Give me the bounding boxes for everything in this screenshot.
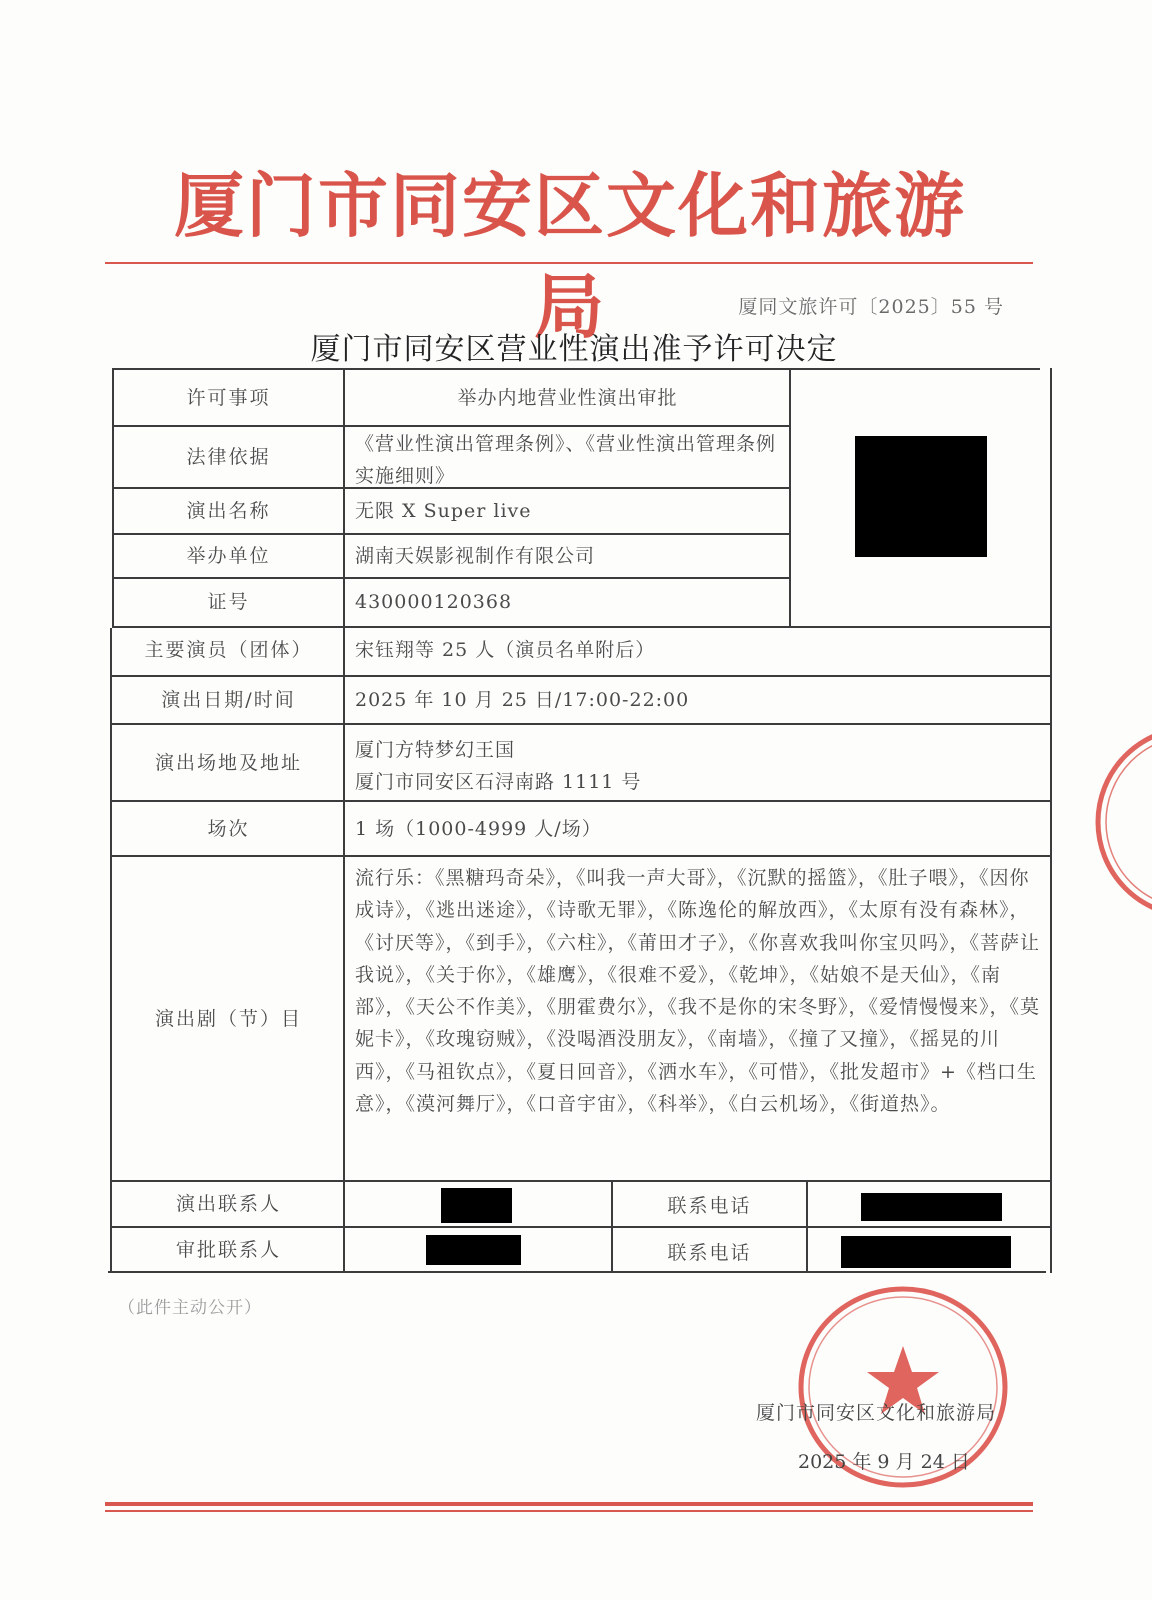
row-line bbox=[112, 626, 1052, 628]
value-show-name: 无限 X Super live bbox=[355, 500, 532, 522]
table-border-right bbox=[1050, 368, 1052, 1273]
label-performance-contact: 演出联系人 bbox=[175, 1193, 281, 1215]
label-program: 演出剧（节）目 bbox=[154, 1008, 302, 1030]
label-venue: 演出场地及地址 bbox=[154, 752, 302, 774]
label-certificate-no: 证号 bbox=[207, 591, 250, 613]
value-venue-address: 厦门市同安区石浔南路 1111 号 bbox=[355, 771, 642, 793]
label-legal-basis: 法律依据 bbox=[186, 446, 271, 468]
signing-organization: 厦门市同安区文化和旅游局 bbox=[756, 1402, 997, 1424]
document-title: 厦门市同安区营业性演出准予许可决定 bbox=[310, 332, 838, 367]
signing-date: 2025 年 9 月 24 日 bbox=[798, 1451, 970, 1473]
value-legal-basis: 《营业性演出管理条例》、《营业性演出管理条例实施细则》 bbox=[355, 433, 777, 487]
footer-red-rule-thin bbox=[105, 1510, 1033, 1512]
footer-red-rule bbox=[105, 1502, 1033, 1506]
row-line bbox=[110, 855, 1052, 857]
row-line bbox=[112, 577, 791, 579]
label-contact-phone: 联系电话 bbox=[667, 1195, 752, 1217]
contact-column-divider bbox=[806, 1181, 808, 1272]
approval-name-redaction bbox=[426, 1235, 521, 1265]
value-venue-name: 厦门方特梦幻王国 bbox=[355, 739, 516, 761]
value-date-time: 2025 年 10 月 25 日/17:00-22:00 bbox=[355, 689, 690, 711]
row-line bbox=[110, 1180, 1052, 1182]
photo-redaction bbox=[855, 436, 987, 557]
label-sessions: 场次 bbox=[207, 818, 250, 840]
label-permit-item: 许可事项 bbox=[186, 387, 271, 409]
contact-phone-redaction bbox=[861, 1193, 1002, 1221]
table-column-divider bbox=[343, 368, 345, 1272]
contact-name-redaction bbox=[441, 1188, 512, 1223]
photo-column-divider bbox=[789, 368, 791, 628]
public-disclosure-note: （此件主动公开） bbox=[118, 1298, 262, 1318]
row-line bbox=[112, 425, 791, 427]
label-date-time: 演出日期/时间 bbox=[161, 689, 296, 711]
document-number: 厦同文旅许可〔2025〕55 号 bbox=[738, 296, 1004, 318]
partial-seal-right bbox=[1080, 722, 1152, 922]
value-organizer: 湖南天娱影视制作有限公司 bbox=[355, 545, 596, 567]
value-main-performers: 宋钰翔等 25 人（演员名单附后） bbox=[355, 639, 656, 661]
row-line bbox=[110, 723, 1052, 725]
value-permit-item: 举办内地营业性演出审批 bbox=[457, 387, 678, 409]
label-contact-phone: 联系电话 bbox=[667, 1242, 752, 1264]
row-line bbox=[112, 533, 791, 535]
table-border-bottom bbox=[108, 1271, 1046, 1273]
organization-header: 厦门市同安区文化和旅游局 bbox=[174, 164, 966, 348]
row-line bbox=[110, 800, 1052, 802]
label-main-performers: 主要演员（团体） bbox=[144, 639, 313, 661]
row-line bbox=[110, 675, 1052, 677]
value-program-list: 流行乐：《黑糖玛奇朵》，《叫我一声大哥》，《沉默的摇篮》，《肚子喂》，《因你成诗》，《逃出迷途》，《诗歌无罪》，《陈逸伦的解放西》，《太原有没有森林》，《讨厌等》，《到手》，《六柱》，《莆田才子》，《你喜欢我叫你宝贝吗》，《菩萨让我说》，《关于你》，《雄鹰》，《很难不爱》，《乾坤》，《姑娘不是天仙》，《南部》，《天公不作美》，《朋霍费尔》，《我不是你的宋冬野》，《爱情慢慢来》，《莫妮卡》，《玫瑰窃贼》，《没喝酒没朋友》，《南墙》，《撞了又撞》，《摇晃的川西》，《马祖钦点》，《夏日回音》，《洒水车》，《可惜》，《批发超市》+《档口生意》，《漠河舞厅》，《口音宇宙》，《科举》，《白云机场》，《街道热》。 bbox=[355, 867, 1041, 1116]
row-line bbox=[110, 1226, 1052, 1228]
value-sessions: 1 场（1000-4999 人/场） bbox=[355, 818, 602, 840]
label-organizer: 举办单位 bbox=[186, 545, 271, 567]
table-border-top bbox=[112, 368, 1040, 370]
label-show-name: 演出名称 bbox=[186, 500, 271, 522]
label-approval-contact: 审批联系人 bbox=[175, 1239, 281, 1261]
header-red-rule bbox=[105, 262, 1033, 264]
approval-phone-redaction bbox=[841, 1236, 1011, 1268]
value-certificate-no: 430000120368 bbox=[355, 591, 513, 613]
